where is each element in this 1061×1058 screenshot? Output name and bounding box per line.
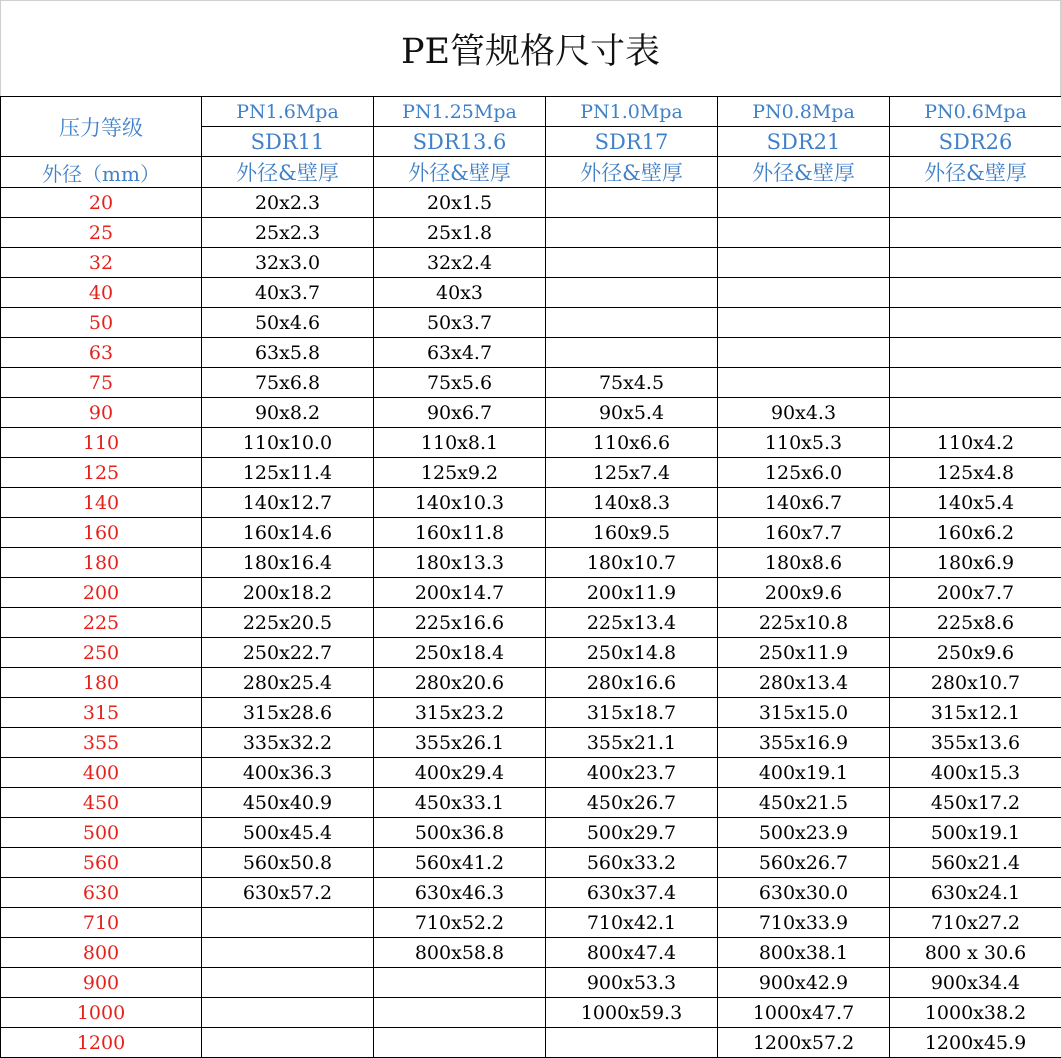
outer-diameter-cell: 125: [1, 458, 202, 488]
spec-cell: 140x8.3: [546, 488, 718, 518]
spec-cell: 710x33.9: [718, 908, 890, 938]
table-row: [1, 278, 1061, 308]
spec-cell: 125x6.0: [718, 458, 890, 488]
spec-cell: [890, 218, 1061, 248]
outer-diameter-cell: 200: [1, 578, 202, 608]
spec-cell: 630x30.0: [718, 878, 890, 908]
outer-diameter-cell: 140: [1, 488, 202, 518]
spec-cell: 125x9.2: [374, 458, 546, 488]
spec-cell: 710x52.2: [374, 908, 546, 938]
outer-diameter-cell: 180: [1, 668, 202, 698]
spec-cell: 225x20.5: [202, 608, 374, 638]
spec-cell: 160x11.8: [374, 518, 546, 548]
column-pressure: PN0.6Mpa: [890, 97, 1061, 127]
outer-diameter-cell: 400: [1, 758, 202, 788]
spec-cell: [890, 368, 1061, 398]
spec-cell: [718, 308, 890, 338]
spec-cell: 180x16.4: [202, 548, 374, 578]
column-pressure: PN1.25Mpa: [374, 97, 546, 127]
spec-cell: [546, 338, 718, 368]
spec-cell: 1200x45.9: [890, 1028, 1061, 1058]
outer-diameter-cell: 32: [1, 248, 202, 278]
spec-cell: 50x4.6: [202, 308, 374, 338]
spec-cell: 900x42.9: [718, 968, 890, 998]
spec-cell: [374, 1028, 546, 1058]
spec-cell: 280x25.4: [202, 668, 374, 698]
spec-cell: [202, 938, 374, 968]
spec-cell: 90x5.4: [546, 398, 718, 428]
spec-cell: 200x7.7: [890, 578, 1061, 608]
spec-cell: 250x14.8: [546, 638, 718, 668]
outer-diameter-cell: 450: [1, 788, 202, 818]
spec-cell: 140x5.4: [890, 488, 1061, 518]
spec-cell: 110x5.3: [718, 428, 890, 458]
spec-cell: 200x18.2: [202, 578, 374, 608]
spec-cell: [374, 968, 546, 998]
table-row: [1, 488, 1061, 518]
outer-diameter-cell: 500: [1, 818, 202, 848]
spec-cell: 75x6.8: [202, 368, 374, 398]
table-row: [1, 308, 1061, 338]
spec-cell: 560x26.7: [718, 848, 890, 878]
spec-cell: 315x12.1: [890, 698, 1061, 728]
spec-cell: [546, 278, 718, 308]
spec-cell: [718, 188, 890, 218]
spec-cell: 250x22.7: [202, 638, 374, 668]
spec-cell: 225x16.6: [374, 608, 546, 638]
outer-diameter-cell: 180: [1, 548, 202, 578]
outer-diameter-cell: 63: [1, 338, 202, 368]
spec-cell: 500x23.9: [718, 818, 890, 848]
spec-cell: 110x10.0: [202, 428, 374, 458]
spec-cell: 500x29.7: [546, 818, 718, 848]
column-subheader: 外径&壁厚: [374, 157, 546, 188]
spec-cell: [546, 248, 718, 278]
spec-cell: 200x14.7: [374, 578, 546, 608]
spec-cell: 1000x38.2: [890, 998, 1061, 1028]
spec-cell: 225x8.6: [890, 608, 1061, 638]
spec-cell: 140x6.7: [718, 488, 890, 518]
spec-cell: 500x45.4: [202, 818, 374, 848]
spec-cell: 400x36.3: [202, 758, 374, 788]
spec-cell: [202, 968, 374, 998]
spec-cell: 335x32.2: [202, 728, 374, 758]
spec-cell: 125x11.4: [202, 458, 374, 488]
spec-cell: 400x19.1: [718, 758, 890, 788]
spec-cell: 225x10.8: [718, 608, 890, 638]
spec-cell: 180x8.6: [718, 548, 890, 578]
table-row: [1, 968, 1061, 998]
column-pressure: PN1.6Mpa: [202, 97, 374, 127]
spec-cell: [890, 188, 1061, 218]
spec-cell: 560x41.2: [374, 848, 546, 878]
spec-cell: 75x4.5: [546, 368, 718, 398]
spec-cell: [202, 998, 374, 1028]
spec-cell: 630x46.3: [374, 878, 546, 908]
spec-cell: 280x16.6: [546, 668, 718, 698]
spec-cell: 250x18.4: [374, 638, 546, 668]
spec-cell: 450x26.7: [546, 788, 718, 818]
column-sdr: SDR26: [890, 127, 1061, 157]
outer-diameter-cell: 40: [1, 278, 202, 308]
table-row: [1, 458, 1061, 488]
spec-cell: 900x53.3: [546, 968, 718, 998]
spec-cell: [546, 188, 718, 218]
spec-cell: 450x40.9: [202, 788, 374, 818]
spec-cell: 560x33.2: [546, 848, 718, 878]
outer-diameter-cell: 710: [1, 908, 202, 938]
spec-cell: 180x6.9: [890, 548, 1061, 578]
outer-diameter-cell: 560: [1, 848, 202, 878]
spec-cell: 355x16.9: [718, 728, 890, 758]
table-row: [1, 398, 1061, 428]
column-sdr: SDR13.6: [374, 127, 546, 157]
spec-cell: 1200x57.2: [718, 1028, 890, 1058]
spec-cell: [890, 248, 1061, 278]
table-row: [1, 998, 1061, 1028]
spec-cell: [890, 278, 1061, 308]
spec-cell: 560x21.4: [890, 848, 1061, 878]
spec-cell: 90x8.2: [202, 398, 374, 428]
table-row: [1, 638, 1061, 668]
spec-cell: 160x14.6: [202, 518, 374, 548]
spec-cell: 63x5.8: [202, 338, 374, 368]
spec-cell: [374, 998, 546, 1028]
page-title: PE管规格尺寸表: [0, 0, 1061, 97]
spec-cell: [546, 1028, 718, 1058]
spec-cell: [890, 308, 1061, 338]
table-row: [1, 908, 1061, 938]
outer-diameter-cell: 800: [1, 938, 202, 968]
table-row: [1, 758, 1061, 788]
spec-cell: [718, 218, 890, 248]
spec-cell: [718, 278, 890, 308]
spec-cell: 225x13.4: [546, 608, 718, 638]
spec-cell: 125x7.4: [546, 458, 718, 488]
spec-cell: [546, 308, 718, 338]
table-row: [1, 368, 1061, 398]
spec-cell: 25x1.8: [374, 218, 546, 248]
outer-diameter-cell: 250: [1, 638, 202, 668]
spec-cell: 560x50.8: [202, 848, 374, 878]
spec-cell: 200x9.6: [718, 578, 890, 608]
pressure-grade-label: 压力等级: [1, 97, 202, 157]
column-sdr: SDR11: [202, 127, 374, 157]
spec-cell: 315x18.7: [546, 698, 718, 728]
spec-cell: 25x2.3: [202, 218, 374, 248]
table-row: [1, 878, 1061, 908]
spec-cell: 90x4.3: [718, 398, 890, 428]
spec-cell: 160x7.7: [718, 518, 890, 548]
spec-cell: 355x26.1: [374, 728, 546, 758]
table-row: [1, 728, 1061, 758]
spec-cell: 75x5.6: [374, 368, 546, 398]
outer-diameter-cell: 160: [1, 518, 202, 548]
table-row: [1, 338, 1061, 368]
spec-cell: 110x6.6: [546, 428, 718, 458]
outer-diameter-label: 外径（mm）: [1, 157, 202, 188]
spec-cell: 800x38.1: [718, 938, 890, 968]
spec-cell: 50x3.7: [374, 308, 546, 338]
outer-diameter-cell: 90: [1, 398, 202, 428]
outer-diameter-cell: 900: [1, 968, 202, 998]
spec-cell: 315x15.0: [718, 698, 890, 728]
spec-cell: 110x8.1: [374, 428, 546, 458]
spec-cell: 32x2.4: [374, 248, 546, 278]
spec-cell: 450x33.1: [374, 788, 546, 818]
spec-cell: 800x58.8: [374, 938, 546, 968]
outer-diameter-cell: 20: [1, 188, 202, 218]
spec-cell: 800x47.4: [546, 938, 718, 968]
spec-cell: 250x9.6: [890, 638, 1061, 668]
spec-cell: 280x20.6: [374, 668, 546, 698]
table-row: [1, 1028, 1061, 1058]
table-row: [1, 848, 1061, 878]
table-row: [1, 518, 1061, 548]
table-row: [1, 578, 1061, 608]
outer-diameter-cell: 75: [1, 368, 202, 398]
spec-cell: 140x10.3: [374, 488, 546, 518]
column-sdr: SDR17: [546, 127, 718, 157]
table-row: [1, 608, 1061, 638]
spec-cell: [890, 338, 1061, 368]
outer-diameter-cell: 315: [1, 698, 202, 728]
spec-cell: 180x13.3: [374, 548, 546, 578]
spec-cell: 280x13.4: [718, 668, 890, 698]
spec-cell: 630x24.1: [890, 878, 1061, 908]
spec-cell: 500x36.8: [374, 818, 546, 848]
spec-cell: 63x4.7: [374, 338, 546, 368]
spec-cell: 400x15.3: [890, 758, 1061, 788]
spec-cell: 125x4.8: [890, 458, 1061, 488]
outer-diameter-cell: 1000: [1, 998, 202, 1028]
spec-cell: 160x9.5: [546, 518, 718, 548]
spec-cell: [718, 338, 890, 368]
table-row: [1, 218, 1061, 248]
spec-cell: 800 x 30.6: [890, 938, 1061, 968]
spec-cell: 400x29.4: [374, 758, 546, 788]
outer-diameter-cell: 50: [1, 308, 202, 338]
spec-cell: 710x42.1: [546, 908, 718, 938]
spec-cell: 900x34.4: [890, 968, 1061, 998]
spec-cell: 20x2.3: [202, 188, 374, 218]
spec-cell: 40x3.7: [202, 278, 374, 308]
spec-cell: 280x10.7: [890, 668, 1061, 698]
column-sdr: SDR21: [718, 127, 890, 157]
table-row: [1, 248, 1061, 278]
spec-cell: 710x27.2: [890, 908, 1061, 938]
outer-diameter-cell: 25: [1, 218, 202, 248]
spec-cell: 180x10.7: [546, 548, 718, 578]
table-row: [1, 428, 1061, 458]
table-row: [1, 188, 1061, 218]
spec-cell: 355x21.1: [546, 728, 718, 758]
table-row: [1, 938, 1061, 968]
outer-diameter-cell: 1200: [1, 1028, 202, 1058]
table-row: [1, 788, 1061, 818]
spec-cell: 250x11.9: [718, 638, 890, 668]
spec-cell: 32x3.0: [202, 248, 374, 278]
table-row: [1, 668, 1061, 698]
spec-cell: 20x1.5: [374, 188, 546, 218]
spec-cell: 110x4.2: [890, 428, 1061, 458]
spec-cell: 140x12.7: [202, 488, 374, 518]
spec-cell: 315x28.6: [202, 698, 374, 728]
spec-cell: [202, 908, 374, 938]
column-subheader: 外径&壁厚: [202, 157, 374, 188]
column-subheader: 外径&壁厚: [890, 157, 1061, 188]
outer-diameter-cell: 225: [1, 608, 202, 638]
column-pressure: PN0.8Mpa: [718, 97, 890, 127]
outer-diameter-cell: 630: [1, 878, 202, 908]
spec-cell: [890, 398, 1061, 428]
column-subheader: 外径&壁厚: [546, 157, 718, 188]
table-row: [1, 698, 1061, 728]
spec-cell: 40x3: [374, 278, 546, 308]
spec-cell: [718, 248, 890, 278]
spec-cell: [202, 1028, 374, 1058]
spec-cell: 160x6.2: [890, 518, 1061, 548]
spec-cell: 200x11.9: [546, 578, 718, 608]
spec-cell: 400x23.7: [546, 758, 718, 788]
spec-cell: 315x23.2: [374, 698, 546, 728]
table-row: [1, 818, 1061, 848]
spec-cell: 500x19.1: [890, 818, 1061, 848]
spec-cell: 1000x47.7: [718, 998, 890, 1028]
spec-cell: 90x6.7: [374, 398, 546, 428]
outer-diameter-cell: 355: [1, 728, 202, 758]
spec-cell: 630x37.4: [546, 878, 718, 908]
pipe-spec-table: [0, 96, 1061, 1058]
spec-cell: 450x21.5: [718, 788, 890, 818]
column-subheader: 外径&壁厚: [718, 157, 890, 188]
spec-cell: 630x57.2: [202, 878, 374, 908]
spec-cell: [718, 368, 890, 398]
column-pressure: PN1.0Mpa: [546, 97, 718, 127]
spec-cell: 355x13.6: [890, 728, 1061, 758]
spec-cell: 1000x59.3: [546, 998, 718, 1028]
table-row: [1, 548, 1061, 578]
spec-cell: 450x17.2: [890, 788, 1061, 818]
spec-cell: [546, 218, 718, 248]
outer-diameter-cell: 110: [1, 428, 202, 458]
